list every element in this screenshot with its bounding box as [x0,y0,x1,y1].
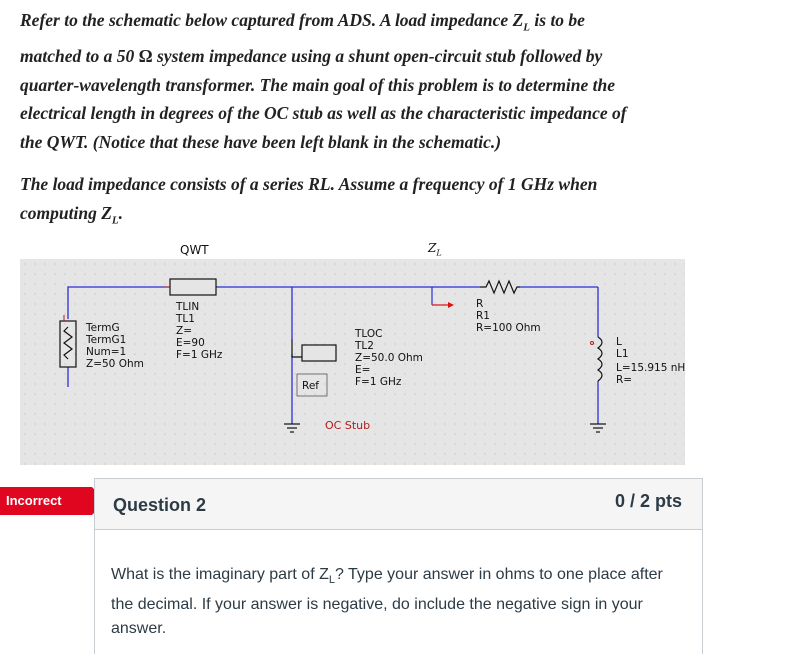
term-label-0: TermG [86,322,120,334]
tloc-label-4: F=1 GHz [355,376,402,388]
inductor-label-0: L [616,336,622,348]
zl-symbol [512,10,531,34]
tlin-label-1: TL1 [176,313,195,325]
zl-sub: L [523,21,531,34]
question-body-rest: ? Type your answer in ohms to one place after the decimal. If your answer is negative, do include the negative sign in your answer. [111,566,663,638]
tlin-label-4: F=1 GHz [176,349,223,361]
p1-text-b: is to be [530,10,585,30]
resistor-label-1: R1 [476,310,490,322]
tlin-label-0: TLIN [176,301,200,313]
p2-line2a: computing [20,203,102,224]
ads-schematic [20,259,685,465]
p1-text-a: Refer to the schematic below captured from ADS. A load impedance [20,10,513,30]
term-label-3: Z=50 Ohm [86,358,144,370]
tloc-label-0: TLOC [355,328,383,340]
tlin-component [164,279,216,295]
oc-stub-label: OC Stub [325,419,371,432]
p1-line5: the QWT. (Notice that these have been left blank in the schematic.) [20,131,502,152]
p1-line3: quarter-wavelength transformer. The main goal of this problem is to determine the [20,74,616,95]
question-title: Question 2 [113,495,207,515]
zl-label-sub: L [436,248,442,258]
question-header [95,479,702,530]
tlin-label-2: Z= [176,325,192,337]
omega-symbol: Ω [138,46,153,67]
term-label-1: TermG1 [86,334,127,346]
p1-line4: electrical length in degrees of the OC stub as well as the characteristic impedance of [20,103,627,124]
tlin-label-3: E=90 [176,337,205,349]
qwt-label: QWT [180,243,209,257]
tloc-label-3: E= [355,364,371,376]
tloc-box [302,345,336,361]
zl-z: Z [512,10,524,30]
zl-label [428,241,442,257]
p2-line2b: . [118,203,124,224]
zl-z-2: Z [101,203,112,224]
tlin-box [170,279,216,295]
zl-label-z: Z [428,241,437,255]
p1-line2a: matched to a 50 [20,46,139,67]
badge-label: Incorrect [6,493,62,508]
question-points: 0 / 2 pts [614,491,682,511]
p2-line1: The load impedance consists of a series RL. Assume a frequency of 1 GHz when [20,174,598,195]
inductor-label-2: L=15.915 nH [616,362,685,374]
term-label-2: Num=1 [86,346,127,358]
question-body-a: What is the imaginary part of Z [111,566,329,583]
p1-line2b: system impedance using a shunt open-circuit stub followed by [152,46,603,67]
problem-paragraph-1 [20,6,780,156]
question-card [94,478,703,654]
tloc-label-2: Z=50.0 Ohm [355,352,423,364]
resistor-label-0: R [476,298,484,310]
inductor-label-1: L1 [616,348,629,360]
inductor-label-3: R= [616,374,633,386]
problem-paragraph-2 [20,170,780,235]
question-body-sub: L [328,574,335,587]
ref-label: Ref [302,380,319,392]
incorrect-badge [0,487,105,515]
zl-sub-2: L [111,214,119,227]
schematic-drawing [20,259,685,465]
tloc-label-1: TL2 [355,340,374,352]
problem-statement [20,6,780,235]
resistor-label-2: R=100 Ohm [476,322,541,334]
question-text [111,563,681,642]
